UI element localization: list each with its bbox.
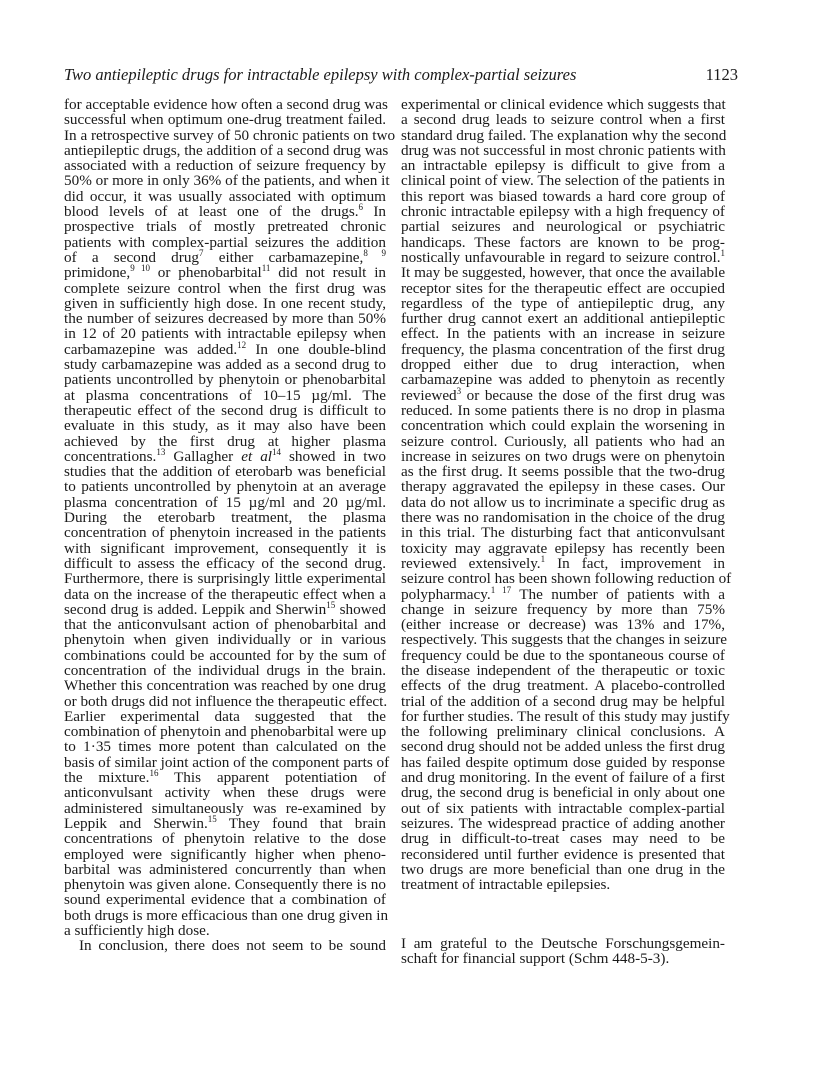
text-line <box>64 753 390 771</box>
line-text: reconsidered until further evidence is presented that <box>401 845 725 863</box>
line-text: seizure control. Curiously, all patients who had an <box>401 432 725 450</box>
text-line <box>401 755 725 770</box>
line-text: schaft for financial support (Schm 448-5-3). <box>401 950 670 968</box>
line-text: partial seizures and neurological or psychiatric <box>401 218 725 236</box>
text-line <box>401 97 725 112</box>
text-line <box>401 342 725 357</box>
text-line <box>401 570 732 588</box>
text-line <box>401 584 725 603</box>
text-line <box>401 936 725 951</box>
text-line <box>401 648 725 663</box>
text-line <box>401 785 725 800</box>
line-text: antiepileptic drugs, the addition of a second drug was <box>64 141 389 159</box>
text-line <box>64 296 386 311</box>
line-text: therapeutic effect of the second drug is difficult to <box>64 401 386 419</box>
line-text: change in seizure frequency by more than 75% <box>401 600 725 618</box>
text-line <box>64 599 386 618</box>
text-line <box>401 694 725 709</box>
text-line <box>64 847 386 862</box>
line-text: or both drugs did not influence the therapeutic effect. <box>64 692 388 710</box>
line-text: respectively. This suggests that the changes in seizure <box>401 631 728 649</box>
text-line <box>401 189 725 204</box>
line-text: seizure control has been shown following reduction of <box>401 570 732 588</box>
text-line <box>64 189 386 204</box>
line-text: patients with complex-partial seizures the addition <box>64 233 386 251</box>
text-line <box>64 372 386 387</box>
citation-superscript: 6 <box>358 202 364 213</box>
text-line <box>64 464 386 479</box>
text-line <box>401 847 725 862</box>
line-text: combinations could be accounted for by the sum of <box>64 646 386 664</box>
line-text: 50% or more in only 36% of the patients, and when it <box>64 172 390 190</box>
line-text: standard drug failed. The explanation why the second <box>401 126 727 144</box>
line-text: In <box>363 203 386 221</box>
line-text: nostically unfavourable in regard to seizure control. <box>401 248 721 266</box>
line-text: concentration of phenytoin increased in the patients <box>64 524 386 542</box>
line-text: at plasma concentrations of 10–15 µg/ml. The <box>64 386 386 404</box>
citation-superscript: 13 <box>156 446 166 457</box>
line-text: drug in difficult-to-treat cases may need to be <box>401 830 725 848</box>
text-line <box>401 235 725 250</box>
text-line <box>401 143 725 158</box>
line-text: They found that brain <box>216 814 386 832</box>
text-line <box>64 172 390 190</box>
line-text: given in sufficiently high dose. In one recent study, <box>64 294 386 312</box>
text-line <box>401 128 725 143</box>
line-text: effects of the drug treatment. A placebo-controlled <box>401 677 725 695</box>
line-text: data do not allow us to incriminate a specific drug as <box>401 493 725 511</box>
text-line <box>401 831 725 846</box>
text-line <box>64 632 386 647</box>
citation-superscript: 8 9 <box>363 247 387 258</box>
text-line <box>64 525 386 540</box>
text-line <box>64 571 386 586</box>
text-line <box>401 951 725 966</box>
line-text: phenytoin was given alone. Consequently there is no <box>64 876 386 894</box>
line-text: the disease independent of the therapeutic or toxic <box>401 661 725 679</box>
line-text: both drugs is more efficacious than one drug given in <box>64 906 389 924</box>
text-line <box>64 694 386 709</box>
text-line <box>401 770 725 785</box>
text-line <box>64 877 386 892</box>
line-text: trial of the addition of a second drug may be helpful <box>401 692 725 710</box>
line-text: drug, the second drug is beneficial in only about one <box>401 784 725 802</box>
text-line <box>64 158 386 173</box>
line-text: reviewed extensively. <box>401 554 541 572</box>
line-text: Gallagher <box>165 447 242 465</box>
text-line <box>64 357 386 372</box>
line-text: therapy aggravated the epilepsy in these cases. Our <box>401 478 725 496</box>
line-text: to patients uncontrolled by phenytoin at an average <box>64 478 386 496</box>
line-text: In conclusion, there does not seem to be sound <box>79 937 386 955</box>
line-text: second drug should not be added unless the first drug <box>401 738 725 756</box>
text-line <box>401 553 725 572</box>
line-text: prospective trials of mostly pretreated chronic <box>64 218 386 236</box>
text-line <box>401 724 725 739</box>
text-line <box>64 617 386 632</box>
line-text: concentration which could explain the worsening in <box>401 417 725 435</box>
text-line <box>401 816 725 831</box>
text-line <box>64 311 386 326</box>
line-text: concentration of the individual drugs in the brain. <box>64 661 386 679</box>
line-text: blood levels of at least one of the drugs. <box>64 203 359 221</box>
line-text: Whether this concentration was reached by one drug <box>64 677 386 695</box>
text-line <box>64 770 386 785</box>
line-text: studies that the addition of eterobarb was beneficial <box>64 463 386 481</box>
line-text: carbamazepine was added. <box>64 340 238 358</box>
line-text: In a retrospective survey of 50 chronic patients on two <box>64 126 396 144</box>
text-line <box>64 434 386 449</box>
right-column <box>401 96 732 894</box>
text-line <box>64 724 386 739</box>
line-text: has failed despite optimum dose guided by response <box>401 753 725 771</box>
text-line <box>401 663 725 678</box>
line-text: The number of patients with a <box>511 585 725 603</box>
text-line <box>401 281 725 296</box>
line-text: phenytoin when given individually or in various <box>64 631 386 649</box>
text-line <box>64 678 386 693</box>
line-text: for acceptable evidence how often a second drug was <box>64 96 388 113</box>
line-text: reviewed <box>401 386 457 404</box>
text-line <box>64 247 387 266</box>
line-text: polypharmacy. <box>401 585 491 603</box>
line-text: receptor sites for the therapeutic effect are occupied <box>401 279 725 297</box>
text-line <box>401 265 725 280</box>
text-line <box>64 281 386 296</box>
text-line <box>401 678 725 693</box>
text-line <box>401 357 725 372</box>
line-text: as the first drug. It seems possible that the two-drug <box>401 463 725 481</box>
line-text: effect. In the patients with an increase in seizure <box>401 325 725 343</box>
text-line <box>401 403 725 418</box>
line-text: a second drug leads to seizure control when a first <box>401 111 725 129</box>
line-text: (either increase or decrease) was 13% and 17%, <box>401 616 725 634</box>
text-line <box>401 739 725 754</box>
page-number: 1123 <box>705 65 738 84</box>
line-text: either carbamazepine, <box>203 248 364 266</box>
text-line <box>401 617 725 632</box>
line-text: with significant improvement, consequently it is <box>64 539 386 557</box>
line-text: basis of similar joint action of the component parts of <box>64 753 390 771</box>
text-line <box>64 541 386 556</box>
line-text: in 12 of 20 patients with intractable epilepsy when <box>64 325 386 343</box>
line-text: In one double-blind <box>246 340 386 358</box>
text-line <box>401 495 725 510</box>
text-line <box>401 204 725 219</box>
text-line <box>401 801 725 816</box>
line-text: anticonvulsant activity when these drugs were <box>64 784 386 802</box>
line-text: toxicity may aggravate epilepsy has recently been <box>401 539 725 557</box>
text-line <box>64 97 386 112</box>
line-text: chronic intractable epilepsy with a high frequency of <box>401 203 725 221</box>
text-line <box>64 739 386 754</box>
text-line <box>64 141 389 159</box>
text-line <box>64 892 386 907</box>
text-line <box>64 938 386 953</box>
left-column <box>64 96 396 955</box>
text-line <box>401 173 725 188</box>
line-text: During the eterobarb treatment, the plasma <box>64 509 386 527</box>
text-line <box>401 510 725 525</box>
text-line <box>64 556 386 571</box>
text-line <box>64 801 386 816</box>
line-text: experimental or clinical evidence which suggests that <box>401 96 726 113</box>
line-text: complete seizure control when the first drug was <box>64 279 386 297</box>
text-line <box>401 372 725 387</box>
italic-text: et al <box>241 447 273 465</box>
citation-superscript: 15 <box>207 813 217 824</box>
line-text: administered simultaneously was re-examined by <box>64 799 386 817</box>
text-line <box>401 525 725 540</box>
text-line <box>64 418 386 433</box>
text-line <box>64 923 386 938</box>
citation-superscript: 11 <box>261 263 271 274</box>
citation-superscript: 1 <box>720 247 725 258</box>
text-line <box>64 862 386 877</box>
line-text: evaluate in this study, as it may also have been <box>64 417 386 435</box>
text-line <box>64 446 387 465</box>
text-line <box>64 339 386 358</box>
line-text: handicaps. These factors are known to be prog- <box>401 233 725 251</box>
line-text: It may be suggested, however, that once the available <box>401 264 726 282</box>
line-text: employed were significantly higher when pheno- <box>64 845 386 863</box>
line-text: the mixture. <box>64 769 150 787</box>
line-text: the following preliminary clinical conclusions. A <box>401 723 725 741</box>
line-text: I am grateful to the Deutsche Forschungsgemein- <box>401 935 725 952</box>
text-line <box>64 235 386 250</box>
text-line <box>64 112 386 127</box>
line-text: treatment of intractable epilepsies. <box>401 876 611 894</box>
citation-superscript: 15 <box>326 599 336 610</box>
text-line <box>64 813 386 832</box>
text-line <box>64 126 396 144</box>
citation-superscript: 12 <box>237 339 247 350</box>
text-line <box>64 204 386 219</box>
text-line <box>64 265 386 280</box>
text-line <box>64 510 386 525</box>
line-text: combination of phenytoin and phenobarbital were up <box>64 723 387 741</box>
line-text: carbamazepine was added to phenytoin as recently <box>401 371 725 389</box>
line-text: frequency could be due to the spontaneous course of <box>401 646 725 664</box>
line-text: dropped either due to drug interaction, when <box>401 356 725 374</box>
text-line <box>64 663 386 678</box>
line-text: in this trial. The disturbing fact that anticonvulsant <box>401 524 725 542</box>
line-text: patients uncontrolled by phenytoin or phenobarbital <box>64 371 386 389</box>
line-text: concentrations. <box>64 447 157 465</box>
line-text: regardless of the type of antiepileptic drug, any <box>401 294 725 312</box>
text-line <box>64 388 386 403</box>
text-line <box>401 418 725 433</box>
line-text: reduced. In some patients there is no drop in plasma <box>401 401 725 419</box>
line-text: out of six patients with intractable complex-partial <box>401 799 725 817</box>
line-text: two drugs are more beneficial than one drug in the <box>401 860 725 878</box>
line-text: associated with a reduction of seizure frequency by <box>64 157 386 175</box>
line-text: successful when optimum one-drug treatment failed. <box>64 111 386 129</box>
line-text: barbital was administered concurrently than when <box>64 860 386 878</box>
line-text: second drug is added. Leppik and Sherwin <box>64 600 327 618</box>
text-line <box>401 479 725 494</box>
text-line <box>401 326 725 341</box>
line-text: frequency, the plasma concentration of the first drug <box>401 340 725 358</box>
line-text: In fact, improvement in <box>545 554 725 572</box>
text-line <box>401 707 730 725</box>
line-text: an intractable epilepsy is difficult to give from a <box>401 157 725 175</box>
line-text: for further studies. The result of this study may justify <box>401 707 730 725</box>
text-line <box>64 709 386 724</box>
citation-superscript: 1 17 <box>490 584 512 595</box>
line-text: did occur, it was usually associated with optimum <box>64 187 386 205</box>
line-text: there was no randomisation in the choice of the drug <box>401 509 725 527</box>
text-line <box>401 112 725 127</box>
line-text: drug was not successful in most chronic patients with <box>401 141 726 159</box>
line-text: study carbamazepine was added as a second drug to <box>64 356 386 374</box>
text-line <box>64 831 386 846</box>
line-text: a sufficiently high dose. <box>64 922 210 940</box>
line-text: or because the dose of the first drug was <box>461 386 725 404</box>
text-line <box>401 247 725 266</box>
text-line <box>64 479 386 494</box>
text-line <box>401 541 725 556</box>
line-text: difficult to assess the efficacy of the second drug. <box>64 554 386 572</box>
text-line <box>64 587 386 602</box>
text-line <box>401 602 725 617</box>
citation-superscript: 14 <box>272 446 282 457</box>
line-text: showed in two <box>281 447 387 465</box>
text-line <box>401 219 725 234</box>
line-text: achieved by the first drug at higher plasma <box>64 432 386 450</box>
citation-superscript: 1 <box>540 553 546 564</box>
text-line <box>64 326 386 341</box>
line-text: Leppik and Sherwin. <box>64 814 208 832</box>
line-text: and drug monitoring. In the event of failure of a first <box>401 769 725 787</box>
text-line <box>64 403 386 418</box>
line-text: the number of seizures decreased by more than 50% <box>64 310 386 328</box>
text-line <box>401 464 725 479</box>
citation-superscript: 9 10 <box>130 263 150 274</box>
line-text: Furthermore, there is surprisingly little experimental <box>64 570 386 588</box>
text-line <box>401 311 725 326</box>
text-line <box>64 495 386 510</box>
text-line <box>401 449 725 464</box>
text-line <box>401 877 725 892</box>
text-line <box>64 785 386 800</box>
line-text: primidone, <box>64 264 131 282</box>
acknowledgement <box>401 936 725 967</box>
line-text: of a second drug <box>64 248 200 266</box>
citation-superscript: 16 <box>149 768 159 779</box>
text-line <box>64 648 386 663</box>
line-text: data on the increase of the therapeutic effect when a <box>64 585 386 603</box>
line-text: did not result in <box>270 264 387 282</box>
text-line <box>64 219 386 234</box>
line-text: showed <box>335 600 386 618</box>
citation-superscript: 3 <box>456 385 462 396</box>
text-line <box>401 296 725 311</box>
text-line <box>64 906 389 924</box>
text-line <box>401 385 725 404</box>
line-text: sound experimental evidence that a combination of <box>64 891 386 909</box>
line-text: Earlier experimental data suggested that the <box>64 707 386 725</box>
line-text: to 1·35 times more potent than calculated on the <box>64 738 386 756</box>
line-text: further drug cannot exert an additional antiepileptic <box>401 310 725 328</box>
line-text: clinical point of view. The selection of the patients in <box>401 172 725 190</box>
line-text: plasma concentration of 15 µg/ml and 20 µg/ml. <box>64 493 386 511</box>
citation-superscript: 7 <box>199 247 204 258</box>
line-text: concentrations of phenytoin relative to the dose <box>64 830 386 848</box>
line-text: seizures. The widespread practice of adding another <box>401 814 725 832</box>
running-head <box>64 65 738 87</box>
line-text: this report was biased towards a hard core group of <box>401 187 725 205</box>
running-title: Two antiepileptic drugs for intractable epilepsy with complex-partial seizures <box>64 65 577 84</box>
line-text: or phenobarbital <box>150 264 262 282</box>
text-line <box>401 158 725 173</box>
text-line <box>401 631 728 649</box>
text-line <box>401 862 725 877</box>
line-text: This apparent potentiation of <box>158 769 386 787</box>
text-line <box>401 434 725 449</box>
line-text: that the anticonvulsant action of phenobarbital and <box>64 616 386 634</box>
line-text: increase in seizures on two drugs were on phenytoin <box>401 447 725 465</box>
